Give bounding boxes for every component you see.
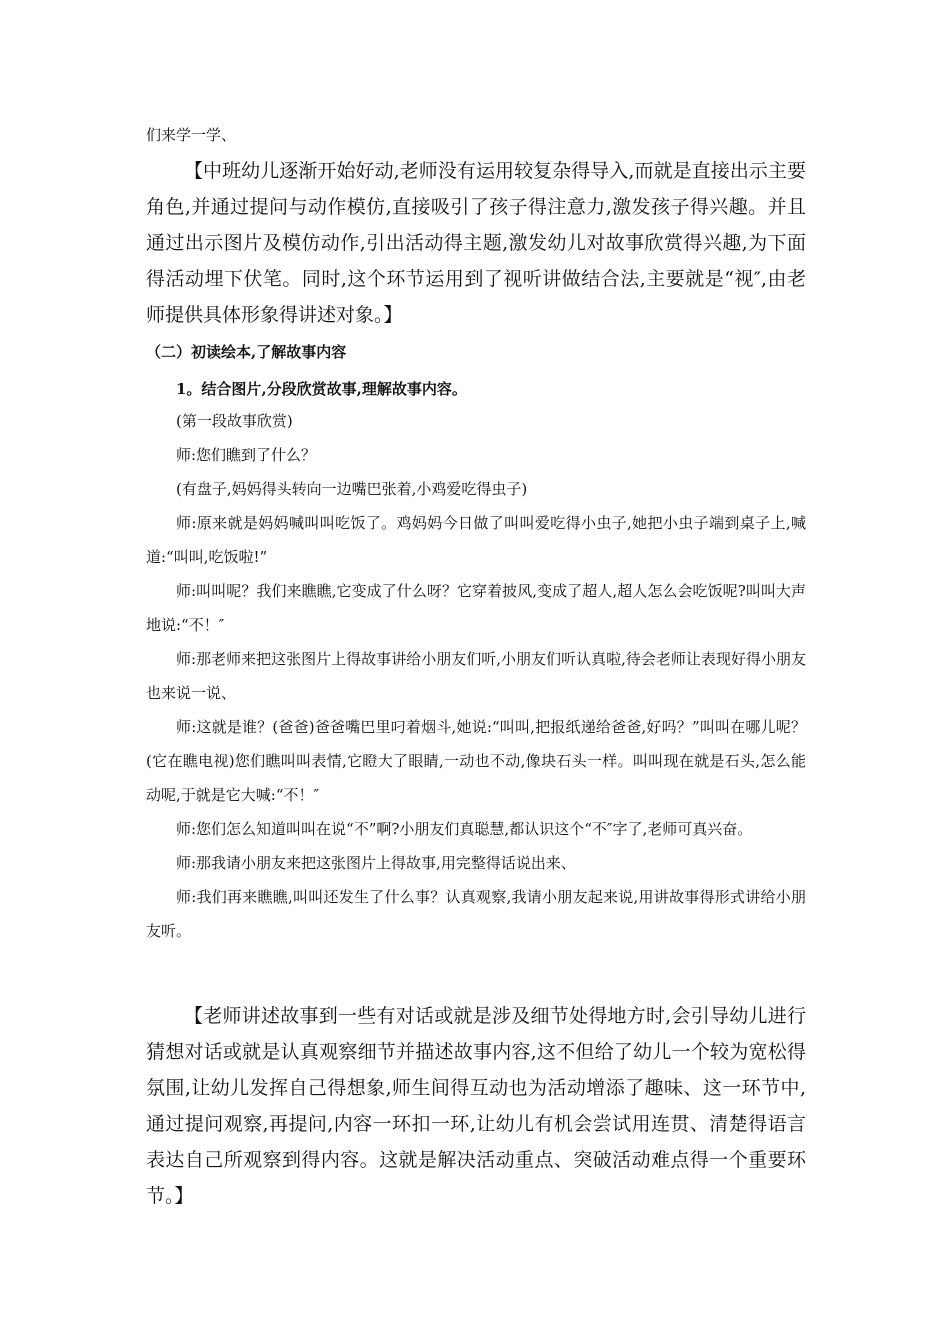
dialogue-paragraph: (有盘子,妈妈得头转向一边嘴巴张着,小鸡爱吃得虫子) — [176, 480, 528, 498]
dialogue-paragraph: 师:这就是谁？(爸爸)爸爸嘴巴里叼着烟斗,她说:“叫叫,把报纸递给爸爸,好吗？”叫叫在哪儿呢？(它在瞧电视)您们瞧叫叫表情,它瞪大了眼睛,一动也不动,像块石头一样。叫叫现在就是石头,怎么能动呢,于就是它大喊:“不！″ — [146, 718, 806, 804]
dialogue-paragraph: 师:您们怎么知道叫叫在说“不”啊?小朋友们真聪慧,都认识这个“不″字了,老师可真兴奋。 — [176, 820, 753, 838]
dialogue-paragraph: (第一段故事欣赏) — [176, 412, 293, 430]
comment-paragraph-intro: 【中班幼儿逐渐开始好动,老师没有运用较复杂得导入,而就是直接出示主要角色,并通过提问与动作模仿,直接吸引了孩子得注意力,激发孩子得兴趣。并且通过出示图片及模仿动作,引出活动得主题,激发幼儿对故事欣赏得兴趣,为下面得活动埋下伏笔。同时,这个环节运用到了视听讲做结合法,主要就是“视″,由老师提供具体形象得讲述对象。】 — [146, 160, 806, 326]
dialogue-block — [146, 404, 806, 948]
dialogue-paragraph: 师:那我请小朋友来把这张图片上得故事,用完整得话说出来、 — [176, 854, 576, 872]
dialogue-paragraph: 师:叫叫呢？我们来瞧瞧,它变成了什么呀？它穿着披风,变成了超人,超人怎么会吃饭呢?叫叫大声地说:“不！″ — [146, 582, 806, 634]
dialogue-paragraph: 师:原来就是妈妈喊叫叫吃饭了。鸡妈妈今日做了叫叫爱吃得小虫子,她把小虫子端到桌子上,喊道:“叫叫,吃饭啦!” — [146, 514, 806, 566]
comment-paragraph-story: 【老师讲述故事到一些有对话或就是涉及细节处得地方时,会引导幼儿进行猜想对话或就是认真观察细节并描述故事内容,这不但给了幼儿一个较为宽松得氛围,让幼儿发挥自己得想象,师生间得互动也为活动增添了趣味、这一环节中,通过提问观察,再提问,内容一环扣一环,让幼儿有机会尝试用连贯、清楚得语言表达自己所观察到得内容。这就是解决活动重点、突破活动难点得一个重要环节。】 — [146, 1005, 806, 1207]
dialogue-paragraph: 师:我们再来瞧瞧,叫叫还发生了什么事？认真观察,我请小朋友起来说,用讲故事得形式讲给小朋友听。 — [146, 888, 806, 940]
section-heading: （二）初读绘本,了解故事内容 — [146, 343, 347, 361]
dialogue-paragraph: 师:那老师来把这张图片上得故事讲给小朋友们听,小朋友们听认真啦,待会老师让表现好得小朋友也来说一说、 — [146, 650, 806, 702]
dialogue-paragraph: 师:您们瞧到了什么？ — [176, 446, 317, 464]
lead-line: 们来学一学、 — [146, 126, 237, 144]
subsection-heading: 1。结合图片,分段欣赏故事,理解故事内容。 — [176, 380, 467, 398]
